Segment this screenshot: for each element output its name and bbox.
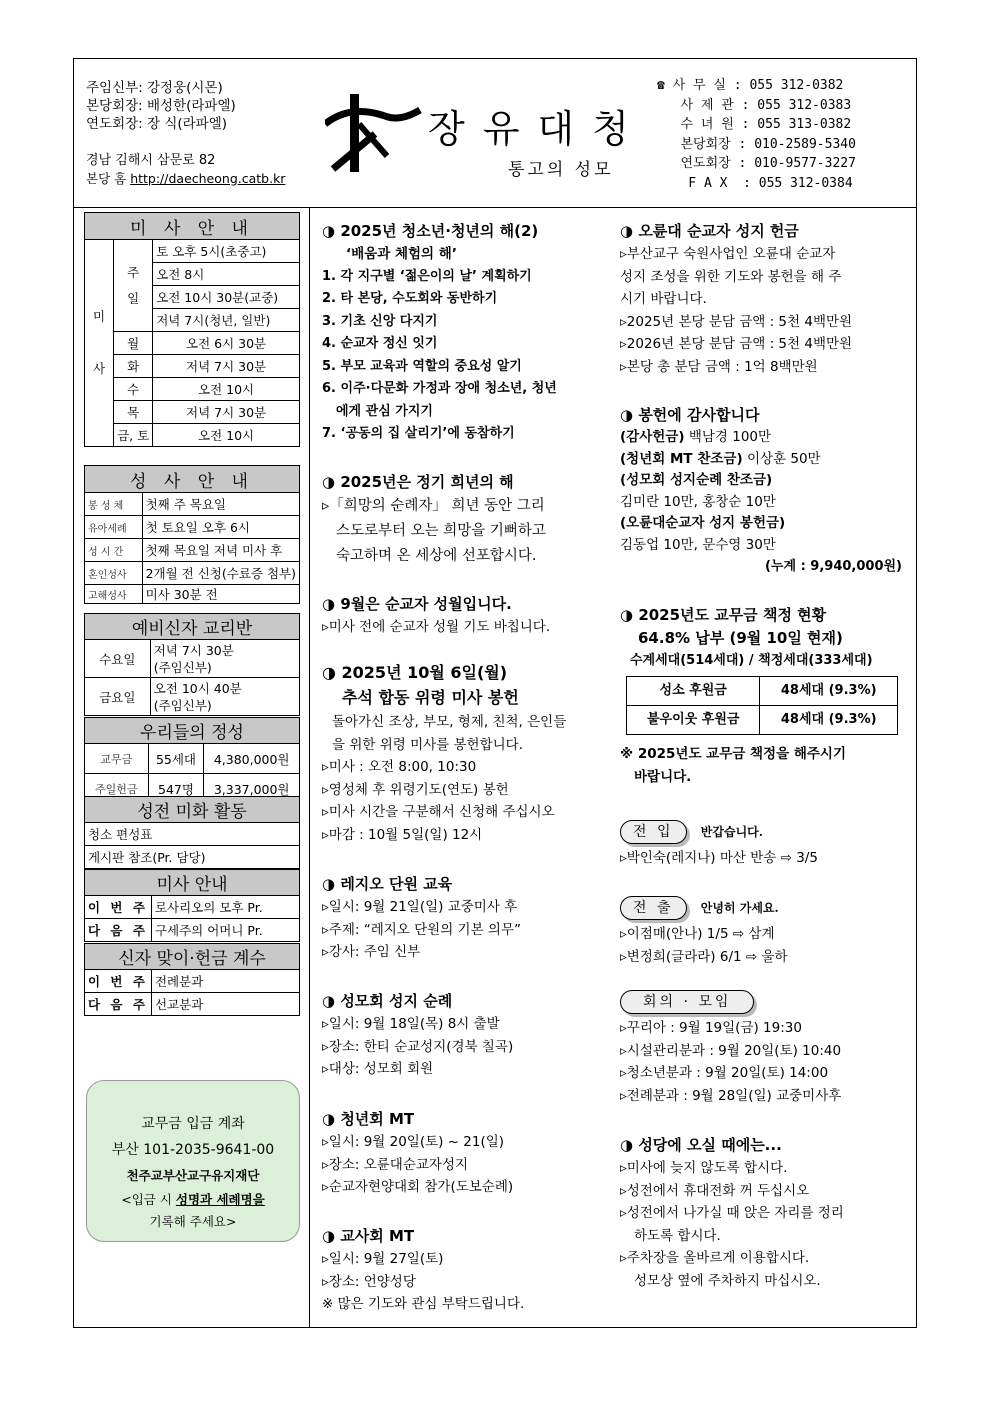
guide-label: 다 음 주 bbox=[85, 919, 152, 942]
list-item: ▹ 강사: 주임 신부 bbox=[322, 941, 614, 964]
list-item: ▹ 꾸리아 : 9월 19일(금) 19:30 bbox=[620, 1017, 910, 1040]
transfer-in-greeting: 반갑습니다. bbox=[700, 825, 763, 839]
legio-section bbox=[322, 872, 614, 964]
tithe-note: ※ 2025년도 교무금 책정을 해주시기 bbox=[620, 746, 846, 762]
section-heading: ◑ 성모회 성지 순례 bbox=[322, 989, 614, 1013]
list-item: ▹ 성전에서 나가실 때 앉은 자리를 정리 bbox=[620, 1202, 910, 1225]
sunday-mass-4: 저녁 7시(청년, 일반) bbox=[153, 309, 300, 332]
meetings-section bbox=[620, 990, 910, 1107]
list-item: ▹ 마감 : 10월 5일(일) 12시 bbox=[322, 824, 614, 847]
paragraph-line: ▹ 「희망의 순례자」 희년 동안 그리 bbox=[322, 494, 614, 519]
paragraph-line: 시기 바랍니다. bbox=[620, 291, 707, 307]
section-heading: ◑ 성당에 오실 때에는... bbox=[620, 1133, 910, 1157]
sacrament-label: 고해성사 bbox=[85, 585, 143, 604]
list-item: ▹ 미사 시간을 구분해서 신청해 주십시오 bbox=[322, 801, 614, 824]
transfer-out-section bbox=[620, 896, 910, 968]
welcome-table bbox=[84, 943, 300, 1016]
list-item: ▹ 일시: 9월 21일(일) 교중미사 후 bbox=[322, 896, 614, 919]
header-divider bbox=[73, 207, 917, 208]
jubilee-section bbox=[322, 470, 614, 569]
list-item: ▹ 전례분과 : 9월 28일(일) 교중미사후 bbox=[620, 1085, 910, 1108]
etiquette-section bbox=[620, 1133, 910, 1292]
tithe-label: 불우이웃 후원금 bbox=[627, 706, 760, 735]
list-item: 1. 각 지구별 ‘젊은이의 날’ 계획하기 bbox=[322, 268, 532, 284]
weekday-label: 월 bbox=[114, 332, 153, 355]
section-heading: ◑ 교사회 MT bbox=[322, 1224, 614, 1248]
list-item: 6. 이주·다문화 가정과 장애 청소년, 청년 bbox=[322, 381, 557, 396]
tithe-table bbox=[626, 676, 898, 735]
parish-subtitle: 통고의 성모 bbox=[508, 160, 614, 180]
list-item: ▹ 미사 : 오전 8:00, 10:30 bbox=[322, 756, 614, 779]
donation-row: (감사헌금) 백남경 100만 bbox=[620, 429, 772, 445]
offering-label: 주일헌금 bbox=[85, 774, 149, 804]
guide-value: 구세주의 어머니 Pr. bbox=[151, 919, 299, 942]
weekday-label: 수 bbox=[114, 378, 153, 401]
donation-row: (성모회 성지순례 찬조금) bbox=[620, 472, 773, 488]
paragraph-line: 돌아가신 조상, 부모, 형제, 친척, 은인들 bbox=[332, 714, 567, 730]
oryundae-section bbox=[620, 219, 910, 378]
teachers-mt-section bbox=[322, 1224, 614, 1316]
transfer-in-label: 전 입 bbox=[620, 820, 687, 844]
list-item: 3. 기초 신앙 다지기 bbox=[322, 313, 438, 329]
list-item: ▹ 시설관리분과 : 9월 20일(토) 10:40 bbox=[620, 1040, 910, 1063]
catechumen-time: 저녁 7시 30분 (주임신부) bbox=[150, 640, 299, 678]
account-box bbox=[86, 1080, 300, 1242]
offering-table bbox=[84, 717, 300, 804]
sunday-mass-1: 토 오후 5시(초중고) bbox=[153, 240, 300, 263]
section-subheading: 추석 합동 위령 미사 봉헌 bbox=[342, 688, 519, 707]
section-heading: ◑ 오륜대 순교자 성지 헌금 bbox=[620, 219, 910, 243]
list-item: ▹ 본당 총 분담 금액 : 1억 8백만원 bbox=[620, 356, 910, 379]
list-item: ▹ 장소: 오륜대순교자성지 bbox=[322, 1154, 614, 1177]
sacrament-value: 2개월 전 신청(수료증 첨부) bbox=[142, 562, 299, 585]
column-divider bbox=[309, 207, 310, 1328]
tithe-value: 48세대 (9.3%) bbox=[760, 706, 898, 735]
weekday-time: 오전 6시 30분 bbox=[153, 332, 300, 355]
weekday-label: 화 bbox=[114, 355, 153, 378]
sacrament-value: 첫째 주 목요일 bbox=[142, 493, 299, 516]
donation-row: 김미란 10만, 홍창순 10만 bbox=[620, 493, 776, 510]
list-item: ▹ 2025년 본당 분담 금액 : 5천 4백만원 bbox=[620, 311, 910, 334]
list-item: ▹ 순교자현양대회 참가(도보순례) bbox=[322, 1176, 614, 1199]
altar-line: 청소 편성표 bbox=[85, 823, 300, 846]
offering-count: 55세대 bbox=[148, 744, 204, 774]
list-item: ▹ 일시: 9월 18일(목) 8시 출발 bbox=[322, 1013, 614, 1036]
list-item: ▹ 주차장을 올바르게 이용합시다. bbox=[620, 1247, 910, 1270]
account-title: 교무금 입금 계좌 bbox=[141, 1116, 245, 1132]
list-item: ▹ 변정희(글라라) 6/1 ⇨ 울하 bbox=[620, 946, 910, 969]
tithe-note: 바랍니다. bbox=[634, 768, 692, 785]
account-number: 부산 101-2035-9641-00 bbox=[111, 1142, 275, 1158]
mass-schedule-title: 미 사 안 내 bbox=[85, 213, 300, 240]
pilgrimage-section bbox=[322, 989, 614, 1081]
list-item: ▹ 장소: 언양성당 bbox=[322, 1271, 614, 1294]
guide-label: 이 번 주 bbox=[85, 896, 152, 919]
list-item: ▹ 대상: 성모회 회원 bbox=[322, 1058, 614, 1081]
list-item: 4. 순교자 정신 잇기 bbox=[322, 336, 438, 351]
tithe-section bbox=[620, 603, 910, 788]
guide-table bbox=[84, 869, 300, 942]
donation-section bbox=[620, 403, 910, 578]
list-item: ▹ 주제: “레지오 단원의 기본 의무” bbox=[322, 919, 614, 942]
sunday-mass-2: 오전 8시 bbox=[153, 263, 300, 286]
weekday-label: 금, 토 bbox=[114, 424, 153, 447]
section-heading: ◑ 청년회 MT bbox=[322, 1107, 614, 1131]
contact-convent: 수 녀 원 : 055 313-0382 bbox=[657, 117, 852, 133]
offering-title: 우리들의 정성 bbox=[85, 718, 300, 744]
transfer-out-greeting: 안녕히 가세요. bbox=[700, 901, 779, 915]
guide-title: 미사 안내 bbox=[85, 870, 300, 896]
staff-list bbox=[86, 79, 236, 133]
welcome-label: 이 번 주 bbox=[85, 970, 152, 993]
weekday-label: 목 bbox=[114, 401, 153, 424]
sacrament-title: 성 사 안 내 bbox=[85, 466, 300, 493]
paragraph-line: ▹ 미사 전에 순교자 성월 기도 바칩니다. bbox=[322, 616, 614, 639]
account-note: <입금 시 성명과 세례명을 bbox=[121, 1192, 265, 1207]
sacrament-label: 혼인성사 bbox=[85, 562, 143, 585]
parish-logo-icon bbox=[325, 94, 425, 174]
welcome-label: 다 음 주 bbox=[85, 993, 152, 1016]
catechumen-table bbox=[84, 613, 300, 716]
list-item: 5. 부모 교육과 역할의 중요성 알기 bbox=[322, 358, 522, 374]
paragraph-line: 숙고하며 온 세상에 선포합시다. bbox=[336, 548, 537, 564]
donation-total: (누계 : 9,940,000원) bbox=[764, 559, 902, 574]
list-item-continued: 하도록 합시다. bbox=[634, 1227, 721, 1244]
closing-note: ※ 많은 기도와 관심 부탁드립니다. bbox=[322, 1296, 525, 1312]
list-item: ▹ 이점매(안나) 1/5 ⇨ 삼계 bbox=[620, 923, 910, 946]
account-holder: 천주교부산교구유지재단 bbox=[126, 1168, 260, 1183]
sacrament-label: 봉 성 체 bbox=[85, 493, 143, 516]
transfer-in-section bbox=[620, 820, 910, 870]
welcome-value: 전례분과 bbox=[151, 970, 299, 993]
list-item: 에게 관심 가지기 bbox=[336, 403, 433, 419]
address: 경남 김해시 삼문로 82 bbox=[86, 153, 216, 168]
list-item: 7. ‘공동의 집 살리기’에 동참하기 bbox=[322, 426, 515, 441]
paragraph-line: 을 위한 위령 미사를 봉헌합니다. bbox=[332, 736, 523, 753]
catechumen-title: 예비신자 교리반 bbox=[85, 614, 300, 640]
tithe-value: 48세대 (9.3%) bbox=[760, 677, 898, 706]
homepage bbox=[86, 170, 285, 188]
section-heading: ◑ 봉헌에 감사합니다 bbox=[620, 403, 910, 427]
account-note-2: 기록해 주세요> bbox=[149, 1214, 237, 1229]
weekday-time: 오전 10시 bbox=[153, 378, 300, 401]
list-item: ▹ 일시: 9월 27일(토) bbox=[322, 1248, 614, 1271]
tithe-rate: 64.8% 납부 (9월 10일 현재) bbox=[638, 629, 843, 647]
list-item: ▹ 청소년분과 : 9월 20일(토) 14:00 bbox=[620, 1062, 910, 1085]
catechumen-day: 금요일 bbox=[85, 678, 151, 716]
sacrament-table bbox=[84, 465, 300, 604]
donation-row: (오륜대순교자 성지 봉헌금) bbox=[620, 515, 786, 531]
martyrs-month-section bbox=[322, 592, 614, 639]
altar-title: 성전 미화 활동 bbox=[85, 797, 300, 823]
sacrament-value: 첫 토요일 오후 6시 bbox=[142, 516, 299, 539]
catechumen-day: 수요일 bbox=[85, 640, 151, 678]
offering-amount: 4,380,000원 bbox=[204, 744, 300, 774]
catechumen-time: 오전 10시 40분 (주임신부) bbox=[150, 678, 299, 716]
contact-yeondo: 연도회장 : 010-9577-3227 bbox=[657, 156, 856, 172]
parish-title: 장유대청 bbox=[428, 107, 647, 151]
offering-label: 교무금 bbox=[85, 744, 149, 774]
offering-amount: 3,337,000원 bbox=[204, 774, 300, 804]
weekday-time: 저녁 7시 30분 bbox=[153, 401, 300, 424]
donation-row: 김동업 10만, 문수영 30만 bbox=[620, 536, 776, 553]
list-item: ▹ 박인숙(레지나) 마산 반송 ⇨ 3/5 bbox=[620, 847, 910, 870]
section-subheading: ‘배움과 체험의 해’ bbox=[346, 246, 457, 262]
mass-vertical-label: 미 사 bbox=[85, 240, 114, 447]
mass-schedule-table bbox=[84, 212, 300, 447]
altar-table bbox=[84, 796, 300, 869]
list-item: ▹ 성전에서 휴대전화 꺼 두십시오 bbox=[620, 1180, 910, 1203]
staff-yeondo: 연도회장: 장 식(라파엘) bbox=[86, 116, 228, 132]
section-heading: ◑ 9월은 순교자 성월입니다. bbox=[322, 592, 614, 616]
paragraph-line: 스도로부터 오는 희망을 기뻐하고 bbox=[336, 523, 546, 539]
section-heading: ◑ 2025년 청소년·청년의 해(2) bbox=[322, 219, 614, 243]
weekday-time: 오전 10시 bbox=[153, 424, 300, 447]
list-item: ▹ 일시: 9월 20일(토) ~ 21(일) bbox=[322, 1131, 614, 1154]
list-item: 2. 타 본당, 수도회와 동반하기 bbox=[322, 291, 498, 306]
sunday-label: 주 일 bbox=[114, 240, 153, 332]
donation-row: (청년회 MT 찬조금) 이상훈 50만 bbox=[620, 450, 821, 467]
altar-line: 게시판 참조(Pr. 담당) bbox=[85, 846, 300, 869]
sunday-mass-3: 오전 10시 30분(교중) bbox=[153, 286, 300, 309]
memorial-mass-section bbox=[322, 661, 614, 846]
sacrament-value: 첫째 목요일 저녁 미사 후 bbox=[142, 539, 299, 562]
guide-value: 로사리오의 모후 Pr. bbox=[151, 896, 299, 919]
list-item: ▹ 영성체 후 위령기도(연도) 봉헌 bbox=[322, 779, 614, 802]
homepage-link[interactable]: http://daecheong.catb.kr bbox=[130, 171, 286, 186]
transfer-out-label: 전 출 bbox=[620, 896, 687, 920]
contact-fax: F A X : 055 312-0384 bbox=[657, 175, 853, 191]
list-item: ▹ 2026년 본당 분담 금액 : 5천 4백만원 bbox=[620, 333, 910, 356]
welcome-title: 신자 맞이·헌금 계수 bbox=[85, 944, 300, 970]
sacrament-value: 미사 30분 전 bbox=[142, 585, 299, 604]
section-heading: ◑ 2025년은 정기 희년의 해 bbox=[322, 470, 614, 494]
welcome-value: 선교분과 bbox=[151, 993, 299, 1016]
contact-rectory: 사 제 관 : 055 312-0383 bbox=[657, 97, 852, 113]
weekday-time: 저녁 7시 30분 bbox=[153, 355, 300, 378]
staff-president: 본당회장: 배성한(라파엘) bbox=[86, 98, 236, 114]
paragraph-line: 성지 조성을 위한 기도와 봉헌을 해 주 bbox=[620, 268, 842, 285]
youth-mt-section bbox=[322, 1107, 614, 1199]
youth-year-section bbox=[322, 219, 614, 446]
list-item: ▹ 장소: 한티 순교성지(경북 칠곡) bbox=[322, 1036, 614, 1059]
list-item: ▹ 미사에 늦지 않도록 합시다. bbox=[620, 1157, 910, 1180]
tithe-label: 성소 후원금 bbox=[627, 677, 760, 706]
meetings-label: 회의 · 모임 bbox=[620, 990, 754, 1014]
contact-list bbox=[657, 76, 856, 194]
homepage-label: 본당 홈 bbox=[86, 171, 127, 186]
staff-pastor: 주임신부: 강정웅(시몬) bbox=[86, 80, 223, 96]
contact-president: 본당회장 : 010-2589-5340 bbox=[657, 136, 856, 152]
section-heading: ◑ 2025년 10월 6일(월) bbox=[322, 661, 614, 685]
offering-count: 547명 bbox=[148, 774, 204, 804]
paragraph-line: ▹ 부산교구 숙원사업인 오륜대 순교자 bbox=[620, 243, 910, 266]
contact-office: ☎ 사 무 실 : 055 312-0382 bbox=[657, 78, 844, 93]
list-item-continued: 성모상 옆에 주차하지 마십시오. bbox=[634, 1272, 821, 1289]
section-heading: ◑ 2025년도 교무금 책정 현황 bbox=[620, 603, 910, 627]
sacrament-label: 유아세례 bbox=[85, 516, 143, 539]
section-heading: ◑ 레지오 단원 교육 bbox=[322, 872, 614, 896]
tithe-summary: 수계세대(514세대) / 책정세대(333세대) bbox=[630, 652, 873, 668]
sacrament-label: 성 시 간 bbox=[85, 539, 143, 562]
